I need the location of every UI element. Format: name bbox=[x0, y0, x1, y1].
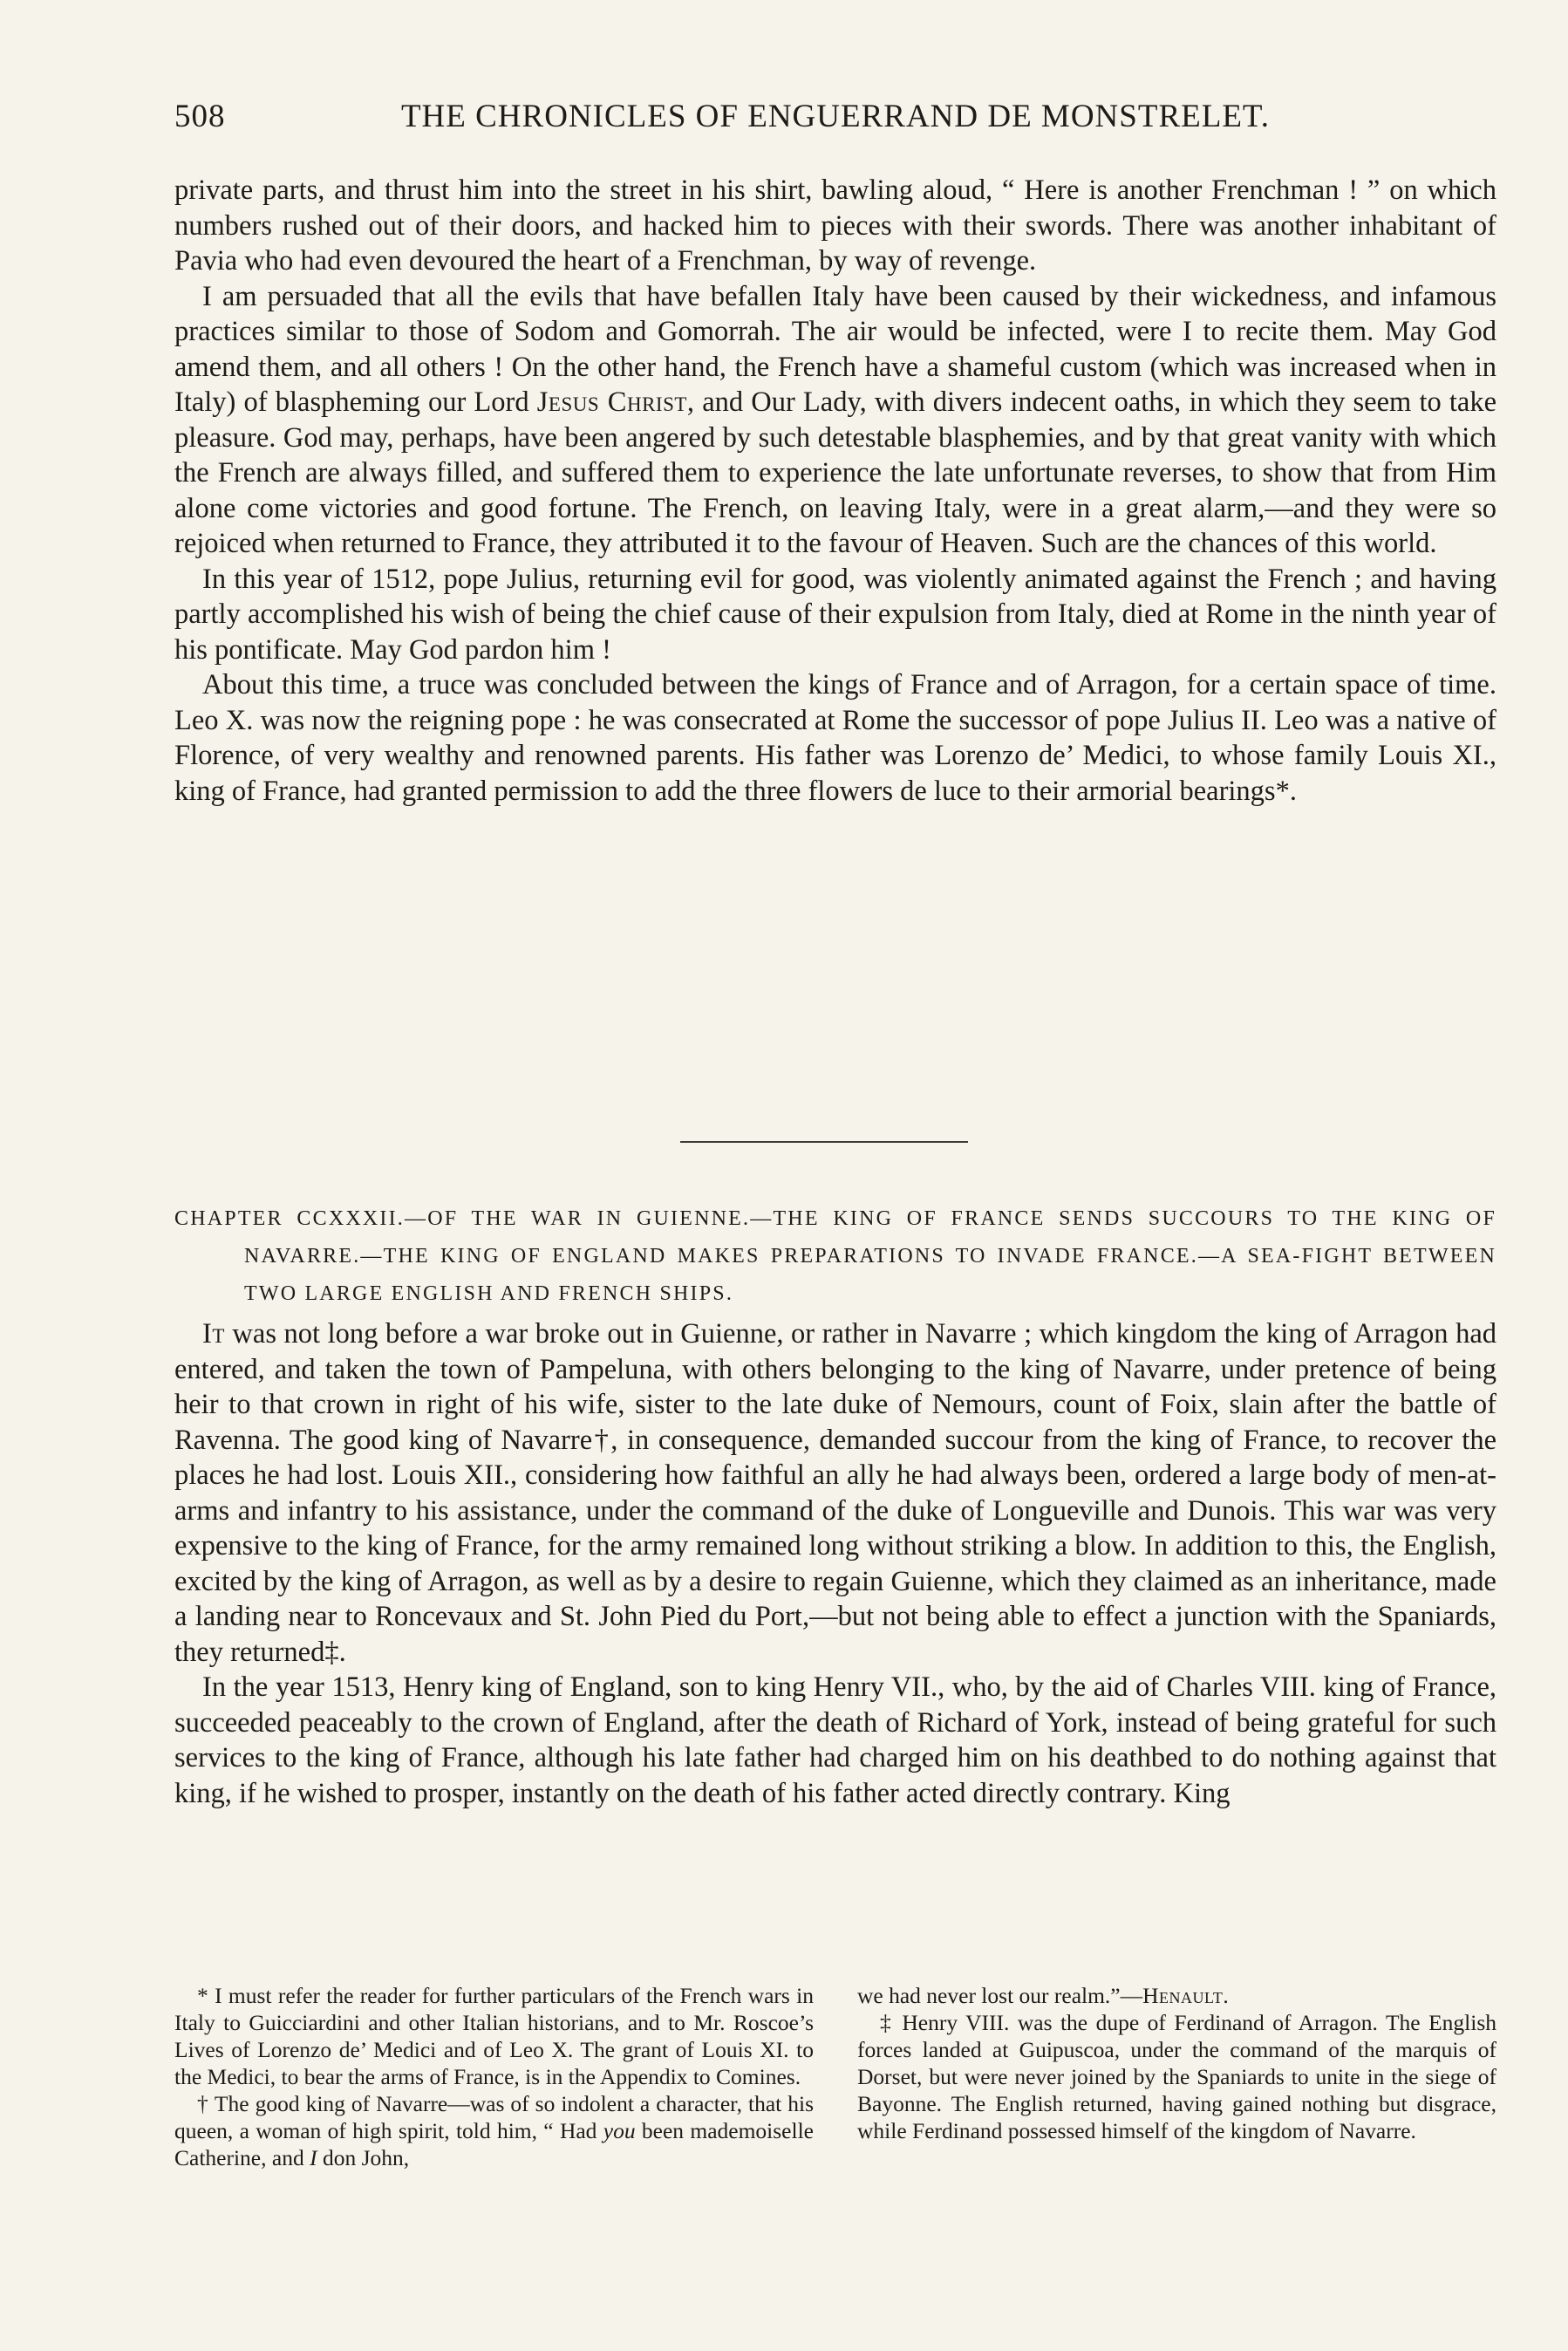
paragraph: In the year 1513, Henry king of England, son to king Henry VII., who, by the aid of Charles VIII. king of France, succeeded peaceably to the crown of England, after the death of Richard of York, instead of being grateful for such services to the king of France, although his late father had charged him on his deathbed to do nothing against that king, if he wished to prosper, instantly on the death of his father acted directly contrary. King bbox=[174, 1671, 1496, 1809]
drop-cap: It bbox=[202, 1318, 225, 1350]
footnote-author: Henault bbox=[1142, 1983, 1224, 2008]
jesus-christ-smallcaps: Jesus Christ bbox=[536, 386, 687, 418]
footnote-column-left bbox=[174, 1982, 814, 2171]
footnote: ‡ Henry VIII. was the dupe of Ferdinand of Arragon. The English forces landed at Guipuscoa, under the command of the marquis of Dorset, but were never joined by the Spaniards to unite in the siege of Bayonne. The English returned, having gained nothing but disgrace, while Ferdinand possessed himself of the kingdom of Navarre. bbox=[857, 2010, 1496, 2143]
section-divider bbox=[680, 1141, 968, 1143]
main-text-top bbox=[174, 173, 1496, 809]
running-title: THE CHRONICLES OF ENGUERRAND DE MONSTRELET. bbox=[400, 99, 1271, 134]
footnote: † The good king of Navarre—was of so indolent a character, that his queen, a woman of high spirit, told him, “ Had you been mademoiselle Catherine, and I don John, bbox=[174, 2091, 814, 2170]
paragraph: I am persuaded that all the evils that have befallen Italy have been caused by their wickedness, and infamous practices similar to those of Sodom and Gomorrah. The air would be infected, were I to recite them. May God amend them, and all others ! On the other hand, the French have a shameful custom (which was increased when in Italy) of blaspheming our Lord Jesus Christ, and Our Lady, with divers indecent oaths, in which they seem to take pleasure. God may, perhaps, have been angered by such detestable blasphemies, and by that great vanity with which the French are always filled, and suffered them to experience the late unfortunate reverses, to show that from Him alone come victories and good fortune. The French, on leaving Italy, were in a great alarm,—and they were so rejoiced when returned to France, they attributed it to the favour of Heaven. Such are the chances of this world. bbox=[174, 280, 1496, 559]
chapter-heading: CHAPTER CCXXXII.—OF THE WAR IN GUIENNE.—THE KING OF FRANCE SENDS SUCCOURS TO THE KING OF NAVARRE.—THE KING OF ENGLAND MAKES PREPARATIONS TO INVADE FRANCE.—A SEA-FIGHT BETWEEN TWO LARGE ENGLISH AND FRENCH SHIPS. bbox=[174, 1207, 1496, 1305]
paragraph: About this time, a truce was concluded between the kings of France and of Arragon, for a certain space of time. Leo X. was now the reigning pope : he was consecrated at Rome the successor of pope Julius II. Leo was a native of Florence, of very wealthy and renowned parents. His father was Lorenzo de’ Medici, to whose family Louis XI., king of France, had granted permission to add the three flowers de luce to their armorial bearings*. bbox=[174, 669, 1496, 807]
footnote-continuation: we had never lost our realm.”—Henault. bbox=[857, 1983, 1229, 2008]
main-text-bottom bbox=[174, 1316, 1496, 1811]
footnote: * I must refer the reader for further particulars of the French wars in Italy to Guicciardini and other Italian historians, and to Mr. Roscoe’s Lives of Lorenzo de’ Medici and of Leo X. The grant of Louis XI. to the Medici, to bear the arms of France, is in the Appendix to Comines. bbox=[174, 1983, 814, 2089]
paragraph: It was not long before a war broke out in Guienne, or rather in Navarre ; which kingdom the king of Arragon had entered, and taken the town of Pampeluna, with others belonging to the king of Navarre, under pretence of being heir to that crown in right of his wife, sister to the late duke of Nemours, count of Foix, slain after the battle of Ravenna. The good king of Navarre†, in consequence, demanded succour from the king of France, to recover the places he had lost. Louis XII., considering how faithful an ally he had always been, ordered a large body of men-at-arms and infantry to his assistance, under the command of the duke of Longueville and Dunois. This war was very expensive to the king of France, for the army remained long without striking a blow. In addition to this, the English, excited by the king of Arragon, as well as by a desire to regain Guienne, which they claimed as an inheritance, made a landing near to Roncevaux and St. John Pied du Port,—but not being able to effect a junction with the Spaniards, they returned‡. bbox=[174, 1318, 1496, 1668]
footnote-column-right bbox=[857, 1982, 1496, 2144]
page-number: 508 bbox=[174, 99, 226, 134]
paragraph: In this year of 1512, pope Julius, returning evil for good, was violently animated against the French ; and having partly accomplished his wish of being the chief cause of their expulsion from Italy, died at Rome in the ninth year of his pontificate. May God pardon him ! bbox=[174, 563, 1496, 666]
paragraph: private parts, and thrust him into the street in his shirt, bawling aloud, “ Here is another Frenchman ! ” on which numbers rushed out of their doors, and hacked him to pieces with their swords. There was another inhabitant of Pavia who had even devoured the heart of a Frenchman, by way of revenge. bbox=[174, 174, 1496, 277]
